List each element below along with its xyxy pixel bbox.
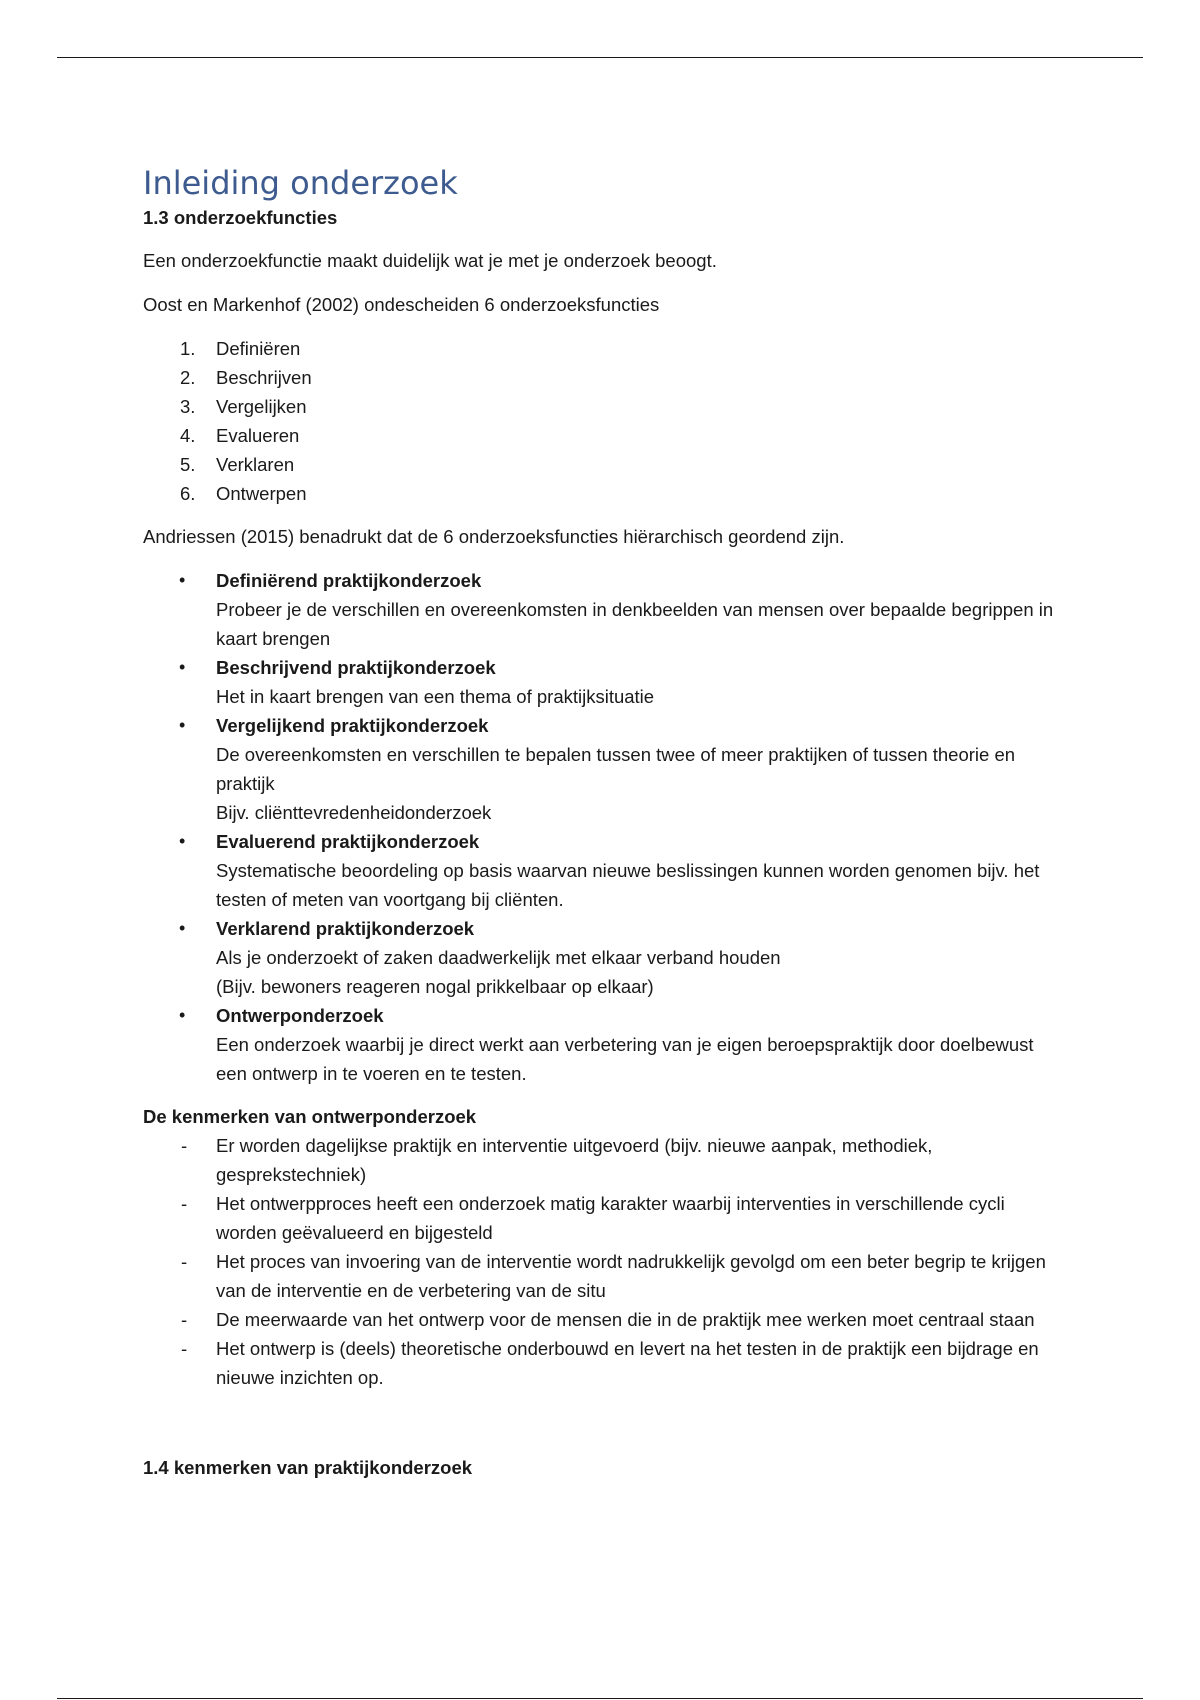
list-item: [143, 1001, 1063, 1088]
list-item-label: Definiëren: [216, 338, 301, 359]
type-term: Evaluerend praktijkonderzoek: [216, 831, 480, 852]
design-characteristics-list: [143, 1131, 1063, 1392]
intro-paragraph-1: Een onderzoekfunctie maakt duidelijk wat je met je onderzoek beoogt.: [143, 250, 717, 271]
intro-paragraph-2: Oost en Markenhof (2002) ondescheiden 6 onderzoeksfuncties: [143, 294, 660, 315]
bullet-icon: •: [179, 831, 186, 851]
type-term: Beschrijvend praktijkonderzoek: [216, 657, 496, 678]
type-description: Een onderzoek waarbij je direct werkt aan verbetering van je eigen beroepspraktijk door doelbewust een ontwerp in te voeren en te testen.: [216, 1034, 1034, 1084]
functions-list: [143, 334, 1063, 508]
type-description: Systematische beoordeling op basis waarvan nieuwe beslissingen kunnen worden genomen bijv. het testen of meten van voortgang bij cliënten.: [216, 860, 1040, 910]
type-description: De overeenkomsten en verschillen te bepalen tussen twee of meer praktijken of tussen theorie en praktijk: [216, 744, 1016, 794]
list-item: [143, 421, 1063, 450]
list-number: 6.: [180, 483, 196, 504]
list-item: [143, 566, 1063, 653]
bullet-icon: •: [179, 657, 186, 677]
bullet-icon: •: [179, 715, 186, 735]
list-item: [143, 1305, 1063, 1334]
type-example: (Bijv. bewoners reageren nogal prikkelbaar op elkaar): [216, 976, 654, 997]
list-item-text: Er worden dagelijkse praktijk en interventie uitgevoerd (bijv. nieuwe aanpak, methodiek, gesprekstechniek): [216, 1135, 933, 1185]
list-item: [143, 1334, 1063, 1392]
list-item: [143, 1131, 1063, 1189]
list-item: [143, 450, 1063, 479]
list-item-text: Het proces van invoering van de interventie wordt nadrukkelijk gevolgd om een beter begrip te krijgen van de interventie en de verbetering van de situ: [216, 1251, 1046, 1301]
type-term: Vergelijkend praktijkonderzoek: [216, 715, 489, 736]
list-item-label: Evalueren: [216, 425, 300, 446]
list-item-text: Het ontwerp is (deels) theoretische onderbouwd en levert na het testen in de praktijk een bijdrage en nieuwe inzichten op.: [216, 1338, 1039, 1388]
dash-icon: -: [181, 1251, 188, 1272]
header-rule: [57, 57, 1143, 58]
list-number: 4.: [180, 425, 196, 446]
dash-icon: -: [181, 1135, 188, 1156]
list-number: 1.: [180, 338, 196, 359]
bullet-icon: •: [179, 918, 186, 938]
bullet-icon: •: [179, 570, 186, 590]
list-number: 2.: [180, 367, 196, 388]
list-item: [143, 914, 1063, 1001]
list-item: [143, 334, 1063, 363]
footer-rule: [57, 1698, 1143, 1699]
list-item: [143, 827, 1063, 914]
list-item: [143, 479, 1063, 508]
list-item-label: Beschrijven: [216, 367, 312, 388]
type-term: Ontwerponderzoek: [216, 1005, 384, 1026]
hierarchy-paragraph: Andriessen (2015) benadrukt dat de 6 onderzoeksfuncties hiërarchisch geordend zijn.: [143, 526, 845, 547]
list-item: [143, 1247, 1063, 1305]
list-number: 3.: [180, 396, 196, 417]
type-description: Als je onderzoekt of zaken daadwerkelijk met elkaar verband houden: [216, 947, 781, 968]
research-types-list: [143, 566, 1063, 1088]
type-example: Bijv. cliënttevredenheidonderzoek: [216, 802, 492, 823]
list-number: 5.: [180, 454, 196, 475]
section-heading-1-4: 1.4 kenmerken van praktijkonderzoek: [143, 1457, 473, 1478]
list-item-text: De meerwaarde van het ontwerp voor de mensen die in de praktijk mee werken moet centraal staan: [216, 1309, 1035, 1330]
list-item-label: Vergelijken: [216, 396, 307, 417]
list-item: [143, 363, 1063, 392]
bullet-icon: •: [179, 1005, 186, 1025]
dash-icon: -: [181, 1338, 188, 1359]
dash-icon: -: [181, 1193, 188, 1214]
section-heading-1-3: 1.3 onderzoekfuncties: [143, 207, 338, 228]
design-heading: De kenmerken van ontwerponderzoek: [143, 1106, 477, 1127]
type-description: Probeer je de verschillen en overeenkomsten in denkbeelden van mensen over bepaalde begrippen in kaart brengen: [216, 599, 1054, 649]
dash-icon: -: [181, 1309, 188, 1330]
list-item: [143, 1189, 1063, 1247]
list-item: [143, 711, 1063, 827]
list-item-label: Verklaren: [216, 454, 295, 475]
page-title: Inleiding onderzoek: [143, 164, 458, 202]
type-term: Definiërend praktijkonderzoek: [216, 570, 482, 591]
list-item: [143, 653, 1063, 711]
list-item: [143, 392, 1063, 421]
list-item-label: Ontwerpen: [216, 483, 307, 504]
document-page: [143, 163, 1063, 1482]
type-description: Het in kaart brengen van een thema of praktijksituatie: [216, 686, 655, 707]
type-term: Verklarend praktijkonderzoek: [216, 918, 475, 939]
list-item-text: Het ontwerpproces heeft een onderzoek matig karakter waarbij interventies in verschillende cycli worden geëvalueerd en bijgesteld: [216, 1193, 1005, 1243]
